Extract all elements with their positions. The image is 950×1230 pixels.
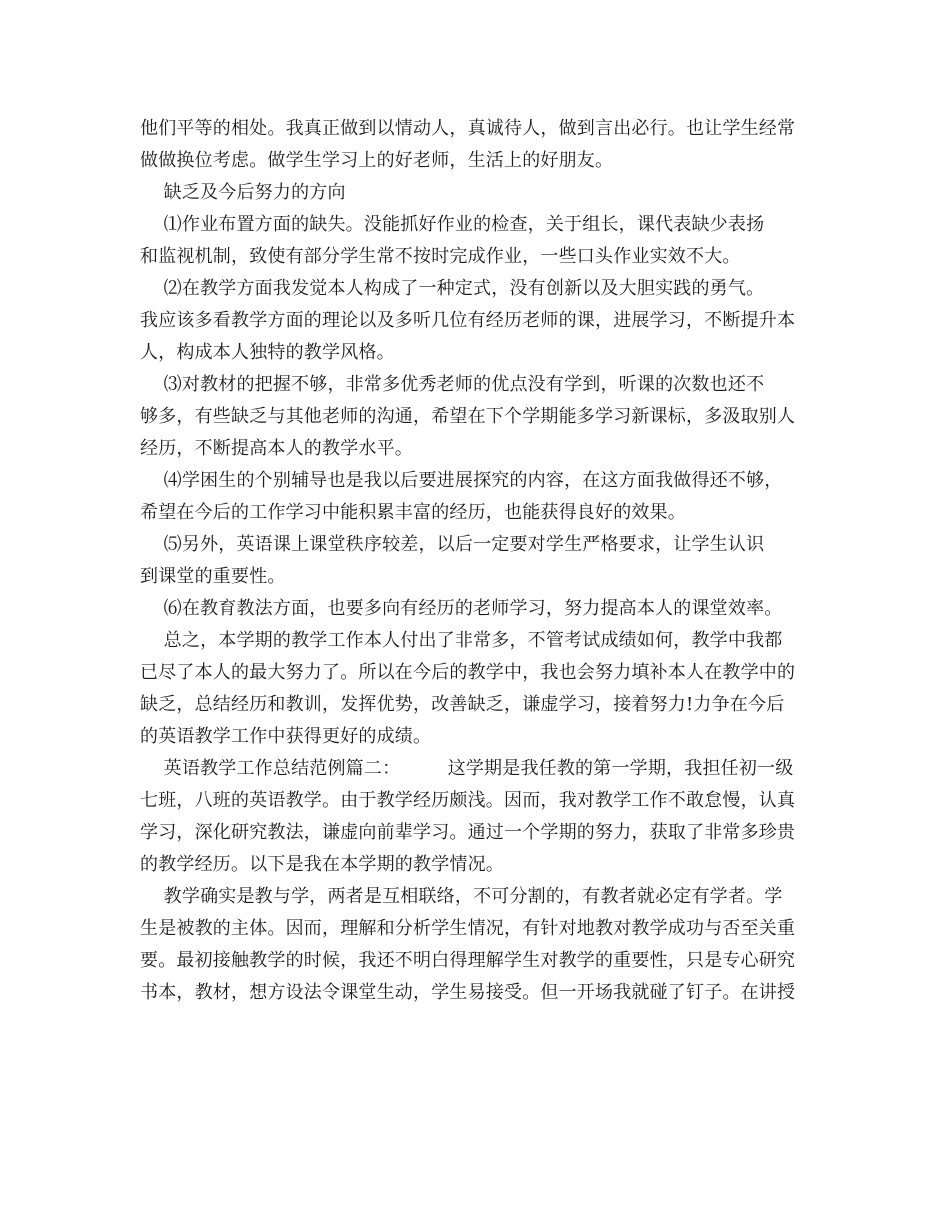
text-line: 要。最初接触教学的时候，我还不明白得理解学生对教学的重要性，只是专心研究: [140, 950, 796, 971]
text-line: 他们平等的相处。我真正做到以情动人，真诚待人，做到言出必行。也让学生经常: [140, 118, 796, 139]
text-line: 做做换位考虑。做学生学习上的好老师，生活上的好朋友。: [140, 150, 614, 171]
text-line: 生是被教的主体。因而，理解和分析学生情况，有针对地教对教学成功与否至关重: [140, 918, 796, 939]
text-line: 已尽了本人的最大努力了。所以在今后的教学中，我也会努力填补本人在教学中的: [140, 662, 796, 683]
text-line: 缺乏，总结经历和教训，发挥优势，改善缺乏，谦虚学习，接着努力!力争在今后: [140, 694, 785, 715]
text-line: ⑷学困生的个别辅导也是我以后要进展探究的内容，在这方面我做得还不够，: [140, 470, 783, 491]
text-line: 和监视机制，致使有部分学生常不按时完成作业，一些口头作业实效不大。: [140, 246, 741, 267]
text-line: 人，构成本人独特的教学风格。: [140, 342, 395, 363]
text-line: 英语教学工作总结范例篇二： 这学期是我任教的第一学期，我担任初一级: [140, 758, 794, 779]
text-line: 经历，不断提高本人的教学水平。: [140, 438, 413, 459]
text-line: 书本，教材，想方设法令课堂生动，学生易接受。但一开场我就碰了钉子。在讲授: [140, 982, 796, 1003]
text-line: ⑴作业布置方面的缺失。没能抓好作业的检查，关于组长，课代表缺少表扬: [140, 214, 765, 235]
text-line: 总之，本学期的教学工作本人付出了非常多，不管考试成绩如何，教学中我都: [140, 630, 783, 651]
text-line: 到课堂的重要性。: [140, 566, 286, 587]
text-line: 的英语教学工作中获得更好的成绩。: [140, 726, 432, 747]
text-line: ⑶对教材的把握不够，非常多优秀老师的优点没有学到，听课的次数也还不: [140, 374, 765, 395]
text-line: 够多，有些缺乏与其他老师的沟通，希望在下个学期能多学习新课标，多汲取别人: [140, 406, 796, 427]
text-line: ⑹在教育教法方面，也要多向有经历的老师学习，努力提高本人的课堂效率。: [140, 598, 783, 619]
text-line: 我应该多看教学方面的理论以及多听几位有经历老师的课，进展学习，不断提升本: [140, 310, 796, 331]
text-line: ⑵在教学方面我发觉本人构成了一种定式，没有创新以及大胆实践的勇气。: [140, 278, 765, 299]
document-body: [140, 113, 820, 1009]
text-line: ⑸另外，英语课上课堂秩序较差，以后一定要对学生严格要求，让学生认识: [140, 534, 765, 555]
text-line: 的教学经历。以下是我在本学期的教学情况。: [140, 854, 504, 875]
text-line: 希望在今后的工作学习中能积累丰富的经历，也能获得良好的效果。: [140, 502, 686, 523]
text-line: 七班，八班的英语教学。由于教学经历颇浅。因而，我对教学工作不敢怠慢，认真: [140, 790, 796, 811]
text-line: 教学确实是教与学，两者是互相联络，不可分割的，有教者就必定有学者。学: [140, 886, 783, 907]
text-line: 学习，深化研究教法，谦虚向前辈学习。通过一个学期的努力，获取了非常多珍贵: [140, 822, 796, 843]
section-heading: 缺乏及今后努力的方向: [140, 182, 346, 203]
